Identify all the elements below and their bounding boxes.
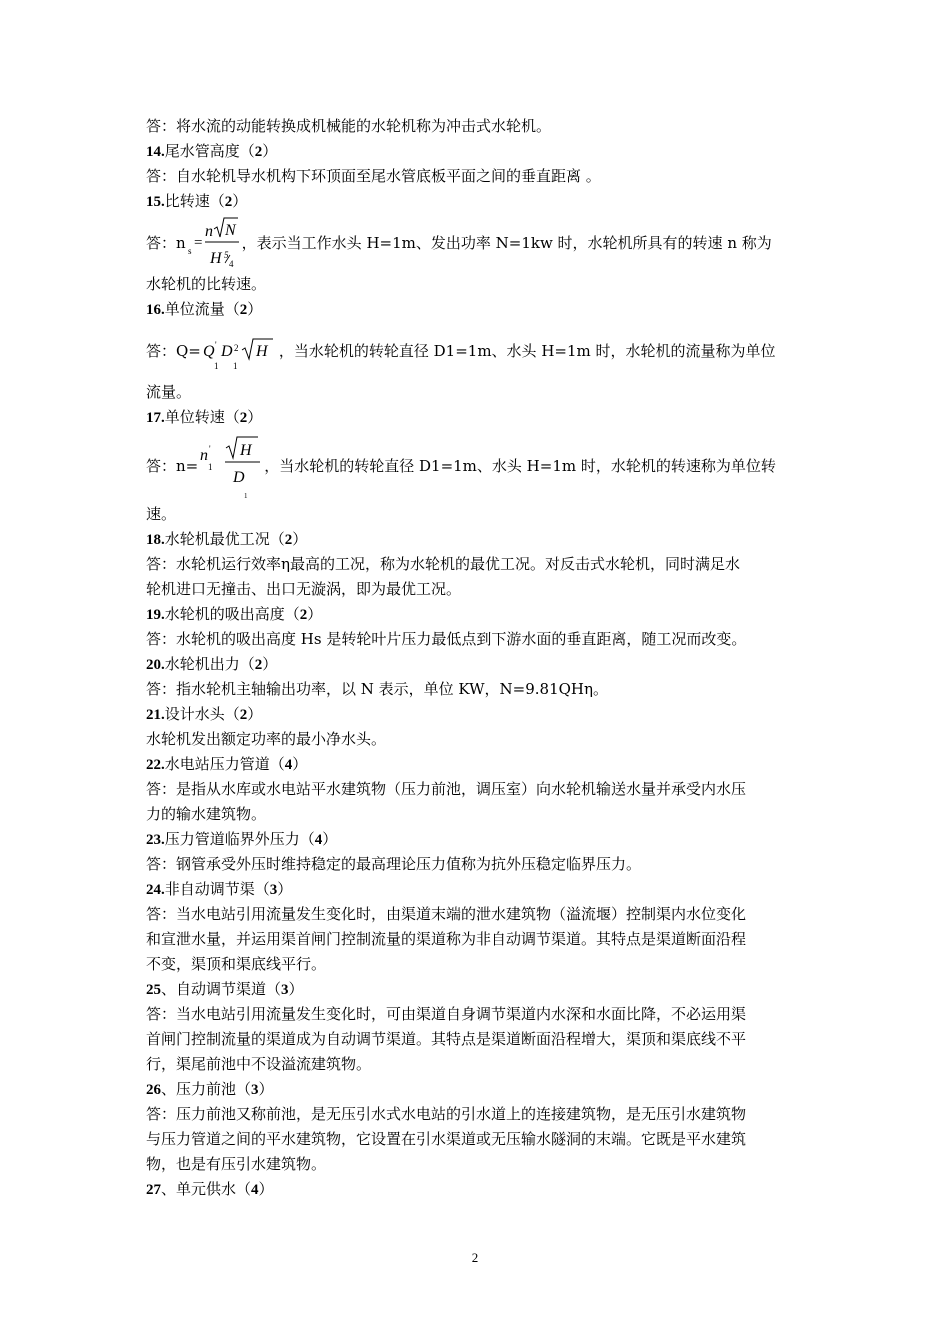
answer-line (146, 272, 810, 297)
formula-variable-n: n (200, 447, 209, 464)
question-score: 2 (254, 657, 263, 673)
question-heading-26 (146, 1077, 810, 1102)
question-number: 21. (146, 707, 165, 723)
formula-prime: ' (214, 340, 217, 350)
question-heading-15 (146, 189, 810, 214)
answer-text: 答：当水电站引用流量发生变化时，可由渠道自身调节渠道内水深和水面比降，不必运用渠 (146, 1005, 747, 1023)
answer-prefix: 答：n (146, 233, 186, 252)
formula-subscript: 1 (244, 492, 248, 500)
question-paren: ） (232, 192, 248, 210)
formula-subscript: s (187, 246, 192, 256)
question-score: 4 (251, 1182, 259, 1198)
answer-text: 速。 (146, 505, 177, 523)
question-number: 20. (146, 657, 165, 673)
answer-text: 答：指水轮机主轴输出功率，以 N 表示，单位 KW，N=9.81QHη。 (146, 680, 608, 698)
answer-line (146, 777, 810, 802)
question-number: 18. (146, 532, 165, 548)
formula-variable-Q: Q (202, 343, 215, 360)
unit-speed-formula (200, 430, 262, 502)
answer-line (146, 552, 810, 577)
question-title: 压力管道临界外压力（ (164, 830, 315, 848)
question-title: 设计水头（ (164, 705, 240, 723)
question-title: 比转速（ (164, 192, 225, 210)
question-score: 2 (239, 302, 248, 318)
question-heading-24 (146, 877, 810, 902)
formula-subscript: 1 (213, 361, 219, 371)
answer-text: 答：当水电站引用流量发生变化时，由渠道末端的泄水建筑物（溢流堰）控制渠内水位变化 (146, 905, 747, 923)
answer-text: 与压力管道之间的平水建筑物，它设置在引水渠道或无压输水隧洞的末端。它既是平水建筑 (146, 1130, 747, 1148)
formula-variable-D: D (233, 469, 245, 486)
answer-text: 不变，渠顶和渠底线平行。 (146, 955, 327, 973)
answer-line (146, 1002, 810, 1027)
formula-variable-H: H (240, 442, 252, 459)
answer-line (146, 114, 810, 139)
question-paren: ） (262, 142, 278, 160)
question-title: 水轮机最优工况（ (164, 530, 285, 548)
question-number: 14. (146, 144, 165, 160)
question-score: 3 (269, 882, 278, 898)
question-score: 4 (284, 757, 293, 773)
unit-discharge-formula (203, 322, 277, 380)
answer-line (146, 502, 810, 527)
question-score: 2 (284, 532, 293, 548)
exponent-denominator: 4 (228, 259, 234, 269)
question-title: 水轮机的吸出高度（ (164, 605, 300, 623)
question-heading-25 (146, 977, 810, 1002)
question-score: 4 (314, 832, 323, 848)
answer-text: 行，渠尾前池中不设溢流建筑物。 (146, 1055, 372, 1073)
question-title: 、自动调节渠道（ (161, 980, 282, 998)
answer-line (146, 927, 810, 952)
answer-line (146, 380, 810, 405)
question-score: 2 (239, 410, 248, 426)
question-score: 3 (281, 982, 289, 998)
question-title: 、单元供水（ (161, 1180, 252, 1198)
formula-superscript: 2 (233, 343, 239, 353)
formula-variable-H: H (209, 250, 222, 267)
formula-variable-D: D (220, 343, 233, 360)
question-number: 16. (146, 302, 165, 318)
answer-formula-line (146, 430, 810, 502)
formula-variable-N: N (224, 222, 236, 239)
question-paren: ） (247, 300, 263, 318)
exponent-numerator: 5 (223, 250, 229, 260)
page-body (146, 114, 810, 1202)
question-heading-27 (146, 1177, 810, 1202)
answer-text: 水轮机发出额定功率的最小净水头。 (146, 730, 387, 748)
question-heading-21 (146, 702, 810, 727)
question-score: 2 (254, 144, 263, 160)
question-title: 、压力前池（ (161, 1080, 252, 1098)
question-number: 24. (146, 882, 165, 898)
question-paren: ） (258, 1080, 274, 1098)
answer-line (146, 577, 810, 602)
question-number: 27 (146, 1182, 161, 1198)
question-number: 23. (146, 832, 165, 848)
answer-text: 答：是指从水库或水电站平水建筑物（压力前池，调压室）向水轮机输送水量并承受内水压 (146, 780, 747, 798)
answer-line (146, 952, 810, 977)
question-score: 2 (299, 607, 308, 623)
question-paren: ） (277, 880, 293, 898)
answer-text: 和宣泄水量，并运用渠首闸门控制流量的渠道称为非自动调节渠道。其特点是渠道断面沿程 (146, 930, 747, 948)
answer-prefix: 答：Q= (146, 341, 201, 360)
answer-formula-line (146, 214, 810, 272)
question-paren: ） (258, 1180, 274, 1198)
question-heading-14 (146, 139, 810, 164)
answer-formula-line (146, 322, 810, 380)
answer-line (146, 1027, 810, 1052)
question-number: 15. (146, 194, 165, 210)
question-paren: ） (247, 408, 263, 426)
question-heading-16 (146, 297, 810, 322)
question-score: 2 (239, 707, 248, 723)
question-score: 3 (251, 1082, 259, 1098)
answer-text: 流量。 (146, 383, 192, 401)
question-number: 19. (146, 607, 165, 623)
question-number: 22. (146, 757, 165, 773)
answer-text: 轮机进口无撞击、出口无漩涡，即为最优工况。 (146, 580, 462, 598)
question-title: 尾水管高度（ (164, 142, 255, 160)
answer-text: 物，也是有压引水建筑物。 (146, 1155, 327, 1173)
answer-text: ，表示当工作水头 H=1m、发出功率 N=1kw 时，水轮机所具有的转速 n 称为 (241, 233, 772, 252)
question-heading-23 (146, 827, 810, 852)
question-heading-22 (146, 752, 810, 777)
page-number: 2 (471, 1250, 479, 1265)
question-number: 25 (146, 982, 161, 998)
answer-line (146, 164, 810, 189)
question-title: 单位流量（ (164, 300, 240, 318)
formula-variable-n: n (204, 223, 213, 240)
question-title: 水电站压力管道（ (164, 755, 285, 773)
answer-line (146, 902, 810, 927)
answer-text: 力的输水建筑物。 (146, 805, 267, 823)
formula-variable-H: H (255, 343, 268, 360)
question-number: 17. (146, 410, 165, 426)
answer-line (146, 677, 810, 702)
answer-line (146, 727, 810, 752)
question-title: 非自动调节渠（ (164, 880, 270, 898)
question-number: 26 (146, 1082, 161, 1098)
answer-line (146, 627, 810, 652)
answer-line (146, 1127, 810, 1152)
answer-line (146, 1152, 810, 1177)
question-title: 水轮机出力（ (164, 655, 255, 673)
question-paren: ） (288, 980, 304, 998)
answer-prefix: 答：n= (146, 456, 199, 475)
answer-text: 答：水轮机的吸出高度 Hs 是转轮叶片压力最低点到下游水面的垂直距离，随工况而改变。 (146, 630, 747, 648)
question-paren: ） (322, 830, 338, 848)
question-title: 单位转速（ (164, 408, 240, 426)
question-heading-18 (146, 527, 810, 552)
answer-text: 答：压力前池又称前池，是无压引水式水电站的引水道上的连接建筑物，是无压引水建筑物 (146, 1105, 747, 1123)
answer-line (146, 1052, 810, 1077)
formula-prime: ' (209, 444, 211, 454)
formula-subscript: 1 (208, 462, 213, 472)
answer-text: 答：将水流的动能转换成机械能的水轮机称为冲击式水轮机。 (146, 117, 552, 135)
question-heading-19 (146, 602, 810, 627)
question-heading-20 (146, 652, 810, 677)
formula-equals: = (193, 235, 203, 251)
answer-text: 答：钢管承受外压时维持稳定的最高理论压力值称为抗外压稳定临界压力。 (146, 855, 642, 873)
formula-subscript: 1 (232, 361, 238, 371)
answer-text: 水轮机的比转速。 (146, 275, 267, 293)
question-paren: ） (262, 655, 278, 673)
answer-text: 答：水轮机运行效率η最高的工况，称为水轮机的最优工况。对反击式水轮机，同时满足水 (146, 555, 740, 573)
question-paren: ） (292, 530, 308, 548)
question-paren: ） (292, 755, 308, 773)
answer-text: 答：自水轮机导水机构下环顶面至尾水管底板平面之间的垂直距离 。 (146, 167, 601, 185)
answer-line (146, 802, 810, 827)
question-paren: ） (247, 705, 263, 723)
specific-speed-formula (188, 214, 240, 272)
question-heading-17 (146, 405, 810, 430)
answer-text: ，当水轮机的转轮直径 D1=1m、水头 H=1m 时，水轮机的转速称为单位转 (264, 456, 776, 475)
question-paren: ） (307, 605, 323, 623)
question-score: 2 (224, 194, 233, 210)
answer-line (146, 1102, 810, 1127)
answer-text: ，当水轮机的转轮直径 D1=1m、水头 H=1m 时，水轮机的流量称为单位 (278, 341, 776, 360)
answer-line (146, 852, 810, 877)
answer-text: 首闸门控制流量的渠道成为自动调节渠道。其特点是渠道断面沿程增大，渠顶和渠底线不平 (146, 1030, 747, 1048)
